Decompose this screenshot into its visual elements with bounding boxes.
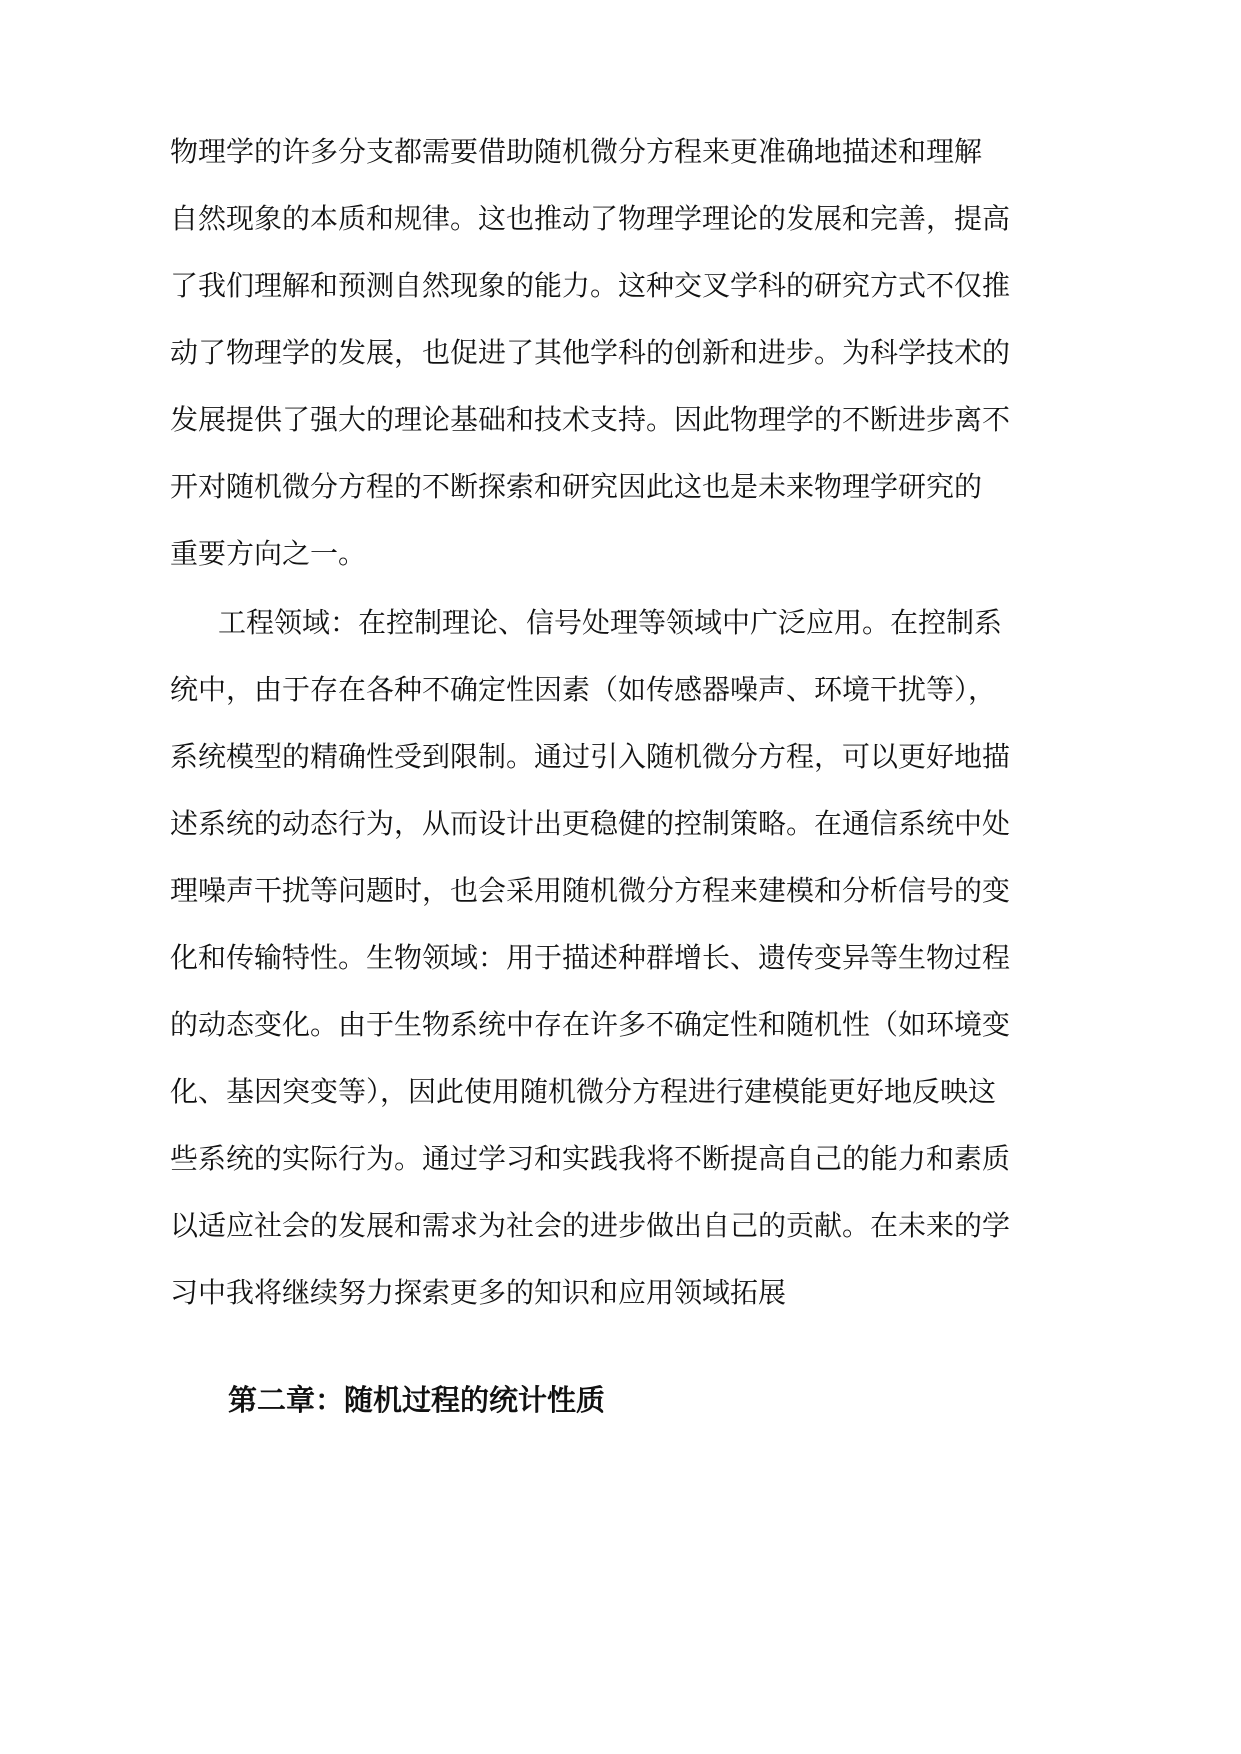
text-line-12: 理噪声干扰等问题时，也会采用随机微分方程来建模和分析信号的变 [170, 874, 1011, 907]
text-line-14: 的动态变化。由于生物系统中存在许多不确定性和随机性（如环境变 [170, 1008, 1011, 1041]
chapter-heading: 第二章：随机过程的统计性质 [228, 1383, 606, 1417]
text-line-17: 以适应社会的发展和需求为社会的进步做出自己的贡献。在未来的学 [170, 1209, 1011, 1242]
text-line-9: 统中，由于存在各种不确定性因素（如传感器噪声、环境干扰等）， [170, 673, 997, 706]
text-line-11: 述系统的动态行为，从而设计出更稳健的控制策略。在通信系统中处 [170, 807, 1011, 840]
text-line-6: 开对随机微分方程的不断探索和研究因此这也是未来物理学研究的 [170, 470, 983, 503]
text-line-13: 化和传输特性。生物领域：用于描述种群增长、遗传变异等生物过程 [170, 941, 1011, 974]
text-line-10: 系统模型的精确性受到限制。通过引入随机微分方程，可以更好地描 [170, 740, 1011, 773]
text-line-7: 重要方向之一。 [170, 537, 367, 570]
text-line-8: 工程领域：在控制理论、信号处理等领域中广泛应用。在控制系 [218, 606, 1003, 639]
text-line-4: 动了物理学的发展，也促进了其他学科的创新和进步。为科学技术的 [170, 336, 1011, 369]
text-line-3: 了我们理解和预测自然现象的能力。这种交叉学科的研究方式不仅推 [170, 269, 1011, 302]
text-line-5: 发展提供了强大的理论基础和技术支持。因此物理学的不断进步离不 [170, 403, 1011, 436]
text-line-1: 物理学的许多分支都需要借助随机微分方程来更准确地描述和理解 [170, 135, 983, 168]
text-line-15: 化、基因突变等），因此使用随机微分方程进行建模能更好地反映这 [170, 1075, 997, 1108]
text-line-18: 习中我将继续努力探索更多的知识和应用领域拓展 [170, 1276, 787, 1309]
text-line-16: 些系统的实际行为。通过学习和实践我将不断提高自己的能力和素质 [170, 1142, 1011, 1175]
text-line-2: 自然现象的本质和规律。这也推动了物理学理论的发展和完善，提高 [170, 202, 1011, 235]
